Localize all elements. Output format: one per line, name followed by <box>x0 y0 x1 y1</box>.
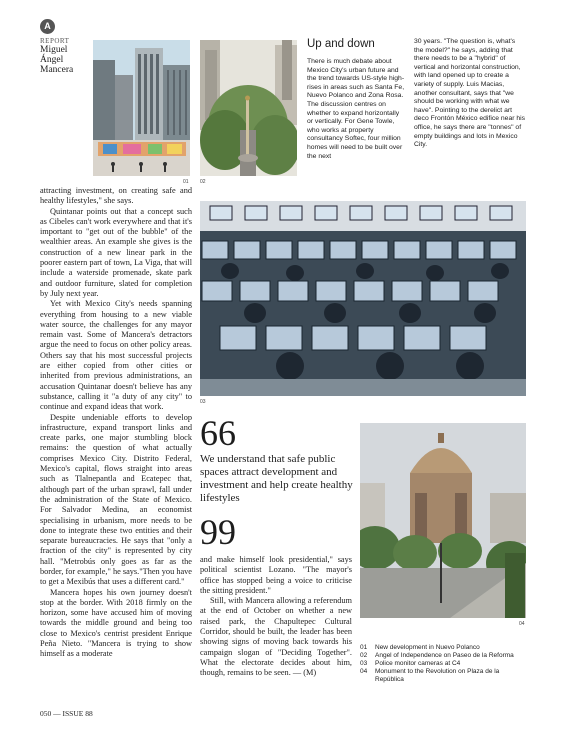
caption-number: 04 <box>360 668 368 675</box>
section-label: REPORT <box>40 37 70 45</box>
paragraph: attracting investment, on creating safe and healthy lifestyles," she says. <box>40 186 192 206</box>
caption-item <box>360 660 520 668</box>
caption-item <box>360 652 520 660</box>
photo-number: 01 <box>183 179 189 185</box>
photo-number: 04 <box>519 621 525 627</box>
caption-text: Monument to the Revolution on Plaza de la República <box>375 668 500 683</box>
caption-item <box>360 668 520 684</box>
paragraph: Still, with Mancera allowing a referendum at the end of October on whether a new raised park, the Chapultepec Cultural Corridor, should be built, the leader has been showing signs of moving back towards his campaign slogan of "Deciding Together". What the electorate decides about him, though, remains to be seen. — (M) <box>200 596 352 678</box>
paragraph: Mancera hopes his own journey doesn't stop at the border. With 2018 firmly on the horizon, some have accused him of moving towards the middle ground and being too close to Mexico's centrist president Enrique Peña Nieto. "Mancera is trying to show himself as a moderate <box>40 587 192 659</box>
photo-number: 02 <box>200 179 206 185</box>
photo-police-monitor-cameras <box>200 201 526 396</box>
photo-monument-to-the-revolution <box>360 423 526 618</box>
body-column-2 <box>200 555 352 679</box>
photo-nuevo-polanco <box>93 40 190 176</box>
photo-angel-of-independence <box>200 40 297 176</box>
caption-text: New development in Nuevo Polanco <box>375 644 480 651</box>
caption-number: 02 <box>360 652 368 659</box>
sidebar-column-1: There is much debate about Mexico City's urban future and the trend towards US-style high-rises in areas such as Santa Fe, Nuevo Polanco and Zona Rosa. The discussion centres on whether to expand horizontally or vertically. For Gene Towle, who works at property consultancy Softec, four million homes will need to be built over the next <box>307 58 405 160</box>
caption-text: Police monitor cameras at C4 <box>375 660 461 667</box>
pull-quote: We understand that safe public spaces attract development and investment and help create healthy lifestyles <box>200 453 353 504</box>
sidebar-title: Up and down <box>307 38 375 50</box>
author-name: Miguel Ángel Mancera <box>40 45 74 75</box>
caption-number: 01 <box>360 644 368 651</box>
body-column-1 <box>40 186 192 660</box>
caption-number: 03 <box>360 660 368 667</box>
photo-captions <box>360 644 520 684</box>
photo-number: 03 <box>200 399 206 405</box>
open-quote-mark: 66 <box>200 413 236 453</box>
paragraph: Despite undeniable efforts to develop infrastructure, expand transport links and create parks, one major stumbling block remains: the question of what actually comprises Mexico City. Distrito Federal, Mexico's capital, flows straight into areas such as Tlalnepantla and Ecatepec that, although part of the urban sprawl, fall under the administration of the State of Mexico. For Salvador Medina, an economist specialising in urbanism, more needs to be done to integrate these two entities and their separate bureaucracies. He says that "only a fraction of the city" is represented by city hall. "Metrobús only goes as far as the border, for example," he says."Then you have to get a Mexibús that uses a different card." <box>40 412 192 587</box>
sidebar-column-2: 30 years. "The question is, what's the model?" he says, adding that there needs to be a "hybrid" of vertical and horizontal construction, with land opened up to create a variety of supply. Luis Macias, another consultant, says that "we should be working with what we have". Pointing to the derelict art deco Frontón México edifice near his office, he says there are "tonnes" of empty buildings and lots in Mexico City. <box>414 38 526 149</box>
caption-text: Angel of Independence on Paseo de la Reforma <box>375 652 514 659</box>
section-badge: A <box>40 19 55 34</box>
paragraph: Yet with Mexico City's needs spanning everything from housing to a new viable water source, the challenges for any mayor remain vast. Some of Mancera's detractors argue the need to focus on other policy areas. Others say that his most successful projects are either copied from other cities or inherited from previous administrations, an accusation Quintanar doesn't believe has any substance, calling it "a duty of any city" to continue and expand ideas that work. <box>40 299 192 412</box>
paragraph: Quintanar points out that a concept such as Cibeles can't work everywhere and that it's important to "get out of the bubble" of the wealthier areas. An example she gives is the construction of a new linear park in the poorer eastern part of town, La Viga, that will include a waterside promenade, skate park and outdoor furniture, slated for completion by July next year. <box>40 206 192 298</box>
close-quote-mark: 99 <box>200 512 236 552</box>
paragraph: and make himself look presidential," says political scientist Lozano. "The mayor's office has stopped being a voice to criticise the sitting president." <box>200 555 352 595</box>
page-footer: 050 — ISSUE 88 <box>40 709 93 718</box>
caption-item <box>360 644 520 652</box>
